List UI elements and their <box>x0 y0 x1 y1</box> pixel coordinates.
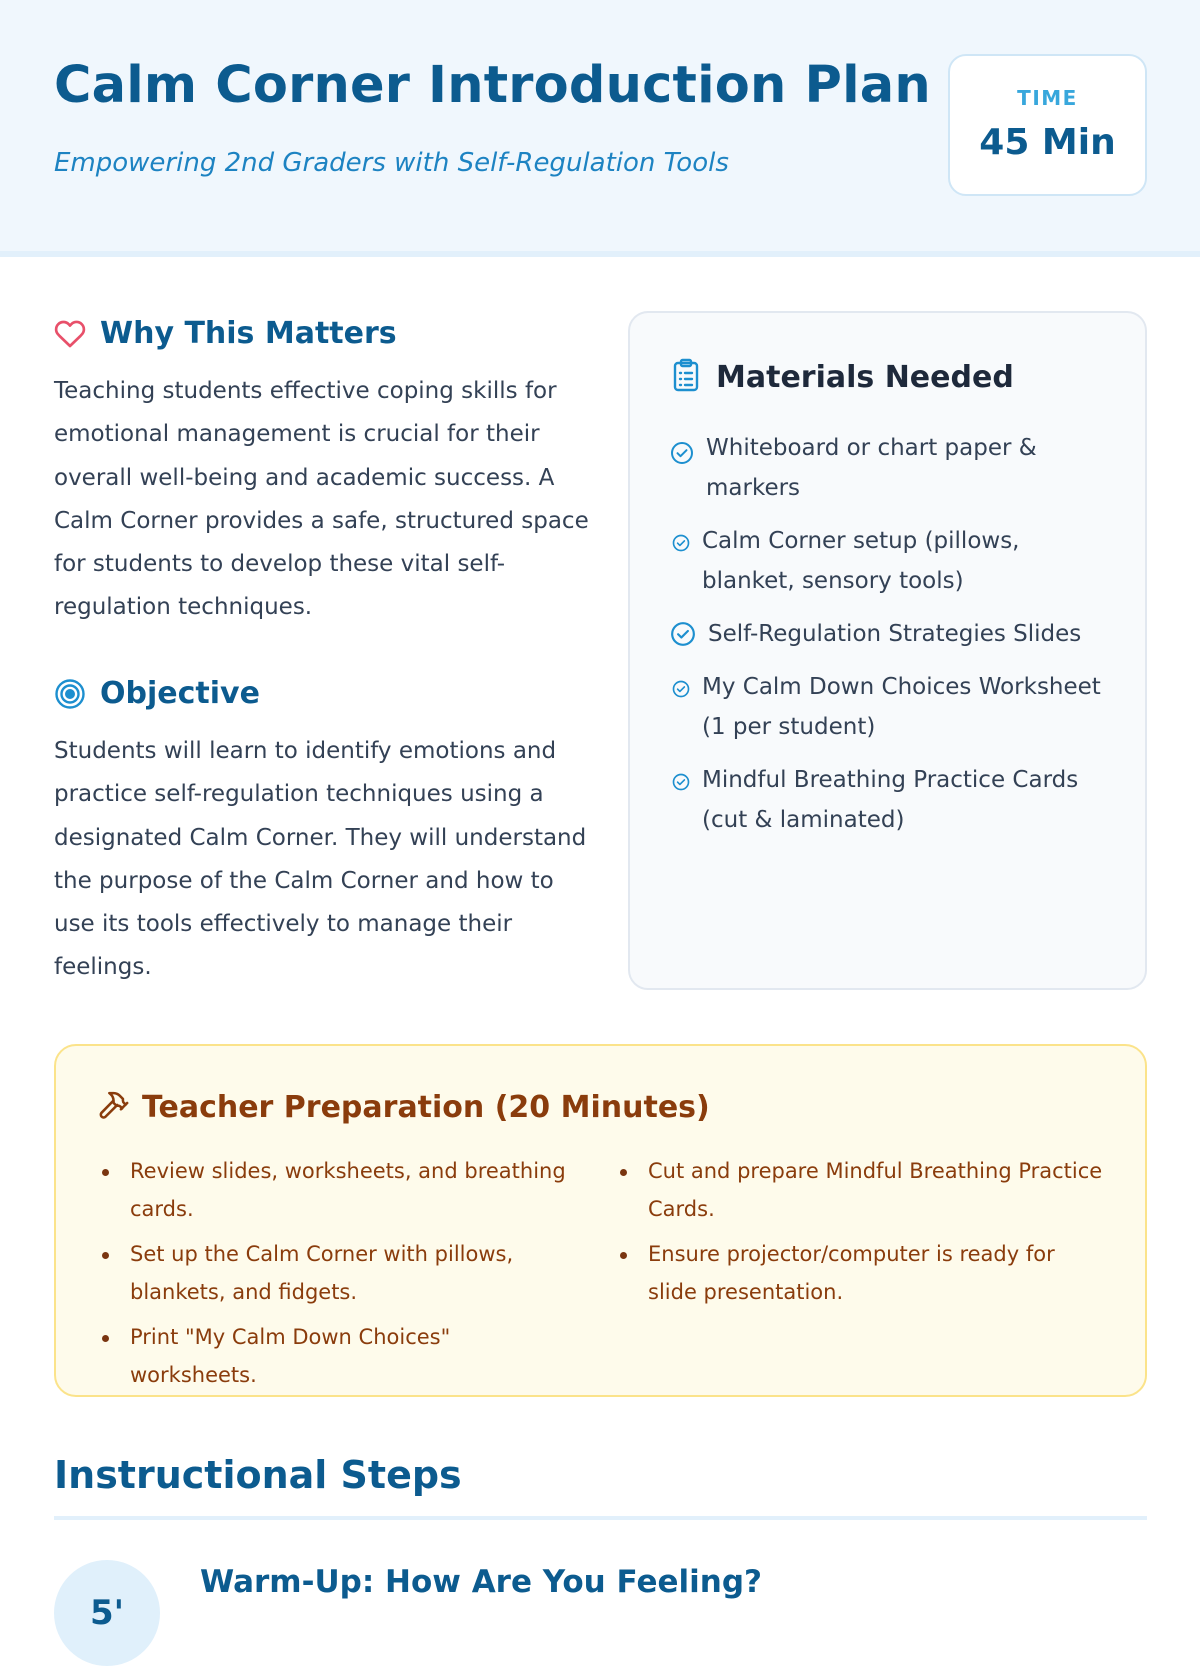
prep-heading: Teacher Preparation (20 Minutes) <box>142 1089 710 1125</box>
page-header <box>0 0 1200 257</box>
material-item <box>670 521 1110 601</box>
time-label: TIME <box>1017 86 1078 110</box>
check-circle-icon <box>670 621 696 651</box>
heart-icon <box>54 318 86 350</box>
prep-list-left <box>100 1153 570 1402</box>
steps-heading: Instructional Steps <box>54 1453 462 1497</box>
material-text: Mindful Breathing Practice Cards (cut & laminated) <box>702 767 1079 833</box>
materials-card <box>628 311 1147 990</box>
time-card <box>948 54 1147 196</box>
steps-divider <box>54 1516 1147 1520</box>
check-circle-icon <box>672 773 690 795</box>
prep-item: Set up the Calm Corner with pillows, blankets, and fidgets. <box>100 1236 570 1311</box>
prep-item: Print "My Calm Down Choices" worksheets. <box>100 1319 570 1394</box>
page-subtitle: Empowering 2nd Graders with Self-Regulation Tools <box>54 148 729 178</box>
prep-list-right <box>618 1153 1108 1319</box>
hammer-icon <box>96 1088 130 1126</box>
why-heading-row <box>54 316 397 351</box>
material-item <box>670 667 1110 747</box>
material-item <box>670 428 1110 508</box>
materials-heading-row <box>672 358 1014 396</box>
objective-heading-row <box>54 676 260 711</box>
prep-heading-row <box>96 1088 710 1126</box>
objective-heading: Objective <box>100 676 260 711</box>
prep-item: Ensure projector/computer is ready for slide presentation. <box>618 1236 1108 1311</box>
time-value: 45 Min <box>979 122 1116 163</box>
teacher-prep-card <box>54 1044 1147 1397</box>
material-item <box>670 614 1110 654</box>
check-circle-icon <box>672 680 690 702</box>
prep-item: Cut and prepare Mindful Breathing Practice Cards. <box>618 1153 1108 1228</box>
step-duration-badge: 5' <box>54 1560 160 1666</box>
material-text: Self-Regulation Strategies Slides <box>708 621 1082 647</box>
material-text: Calm Corner setup (pillows, blanket, sensory tools) <box>702 528 1020 594</box>
check-circle-icon <box>670 441 694 469</box>
page-title: Calm Corner Introduction Plan <box>54 56 931 115</box>
materials-heading: Materials Needed <box>716 359 1014 395</box>
target-icon <box>54 678 86 710</box>
check-circle-icon <box>672 534 690 556</box>
prep-item: Review slides, worksheets, and breathing cards. <box>100 1153 570 1228</box>
clipboard-icon <box>672 358 700 396</box>
step-title: Warm-Up: How Are You Feeling? <box>200 1564 763 1600</box>
material-text: My Calm Down Choices Worksheet (1 per student) <box>702 674 1101 740</box>
why-text: Teaching students effective coping skills for emotional management is crucial for their overall well-being and academic success. A Calm Corner provides a safe, structured space for students to develop these vital self-regulation techniques. <box>54 378 589 621</box>
material-text: Whiteboard or chart paper & markers <box>706 435 1037 501</box>
material-item <box>670 760 1130 840</box>
objective-text: Students will learn to identify emotions and practice self-regulation techniques using a designated Calm Corner. They will understand the purpose of the Calm Corner and how to use its tools effectively to manage their feelings. <box>54 738 587 981</box>
why-heading: Why This Matters <box>100 316 397 351</box>
